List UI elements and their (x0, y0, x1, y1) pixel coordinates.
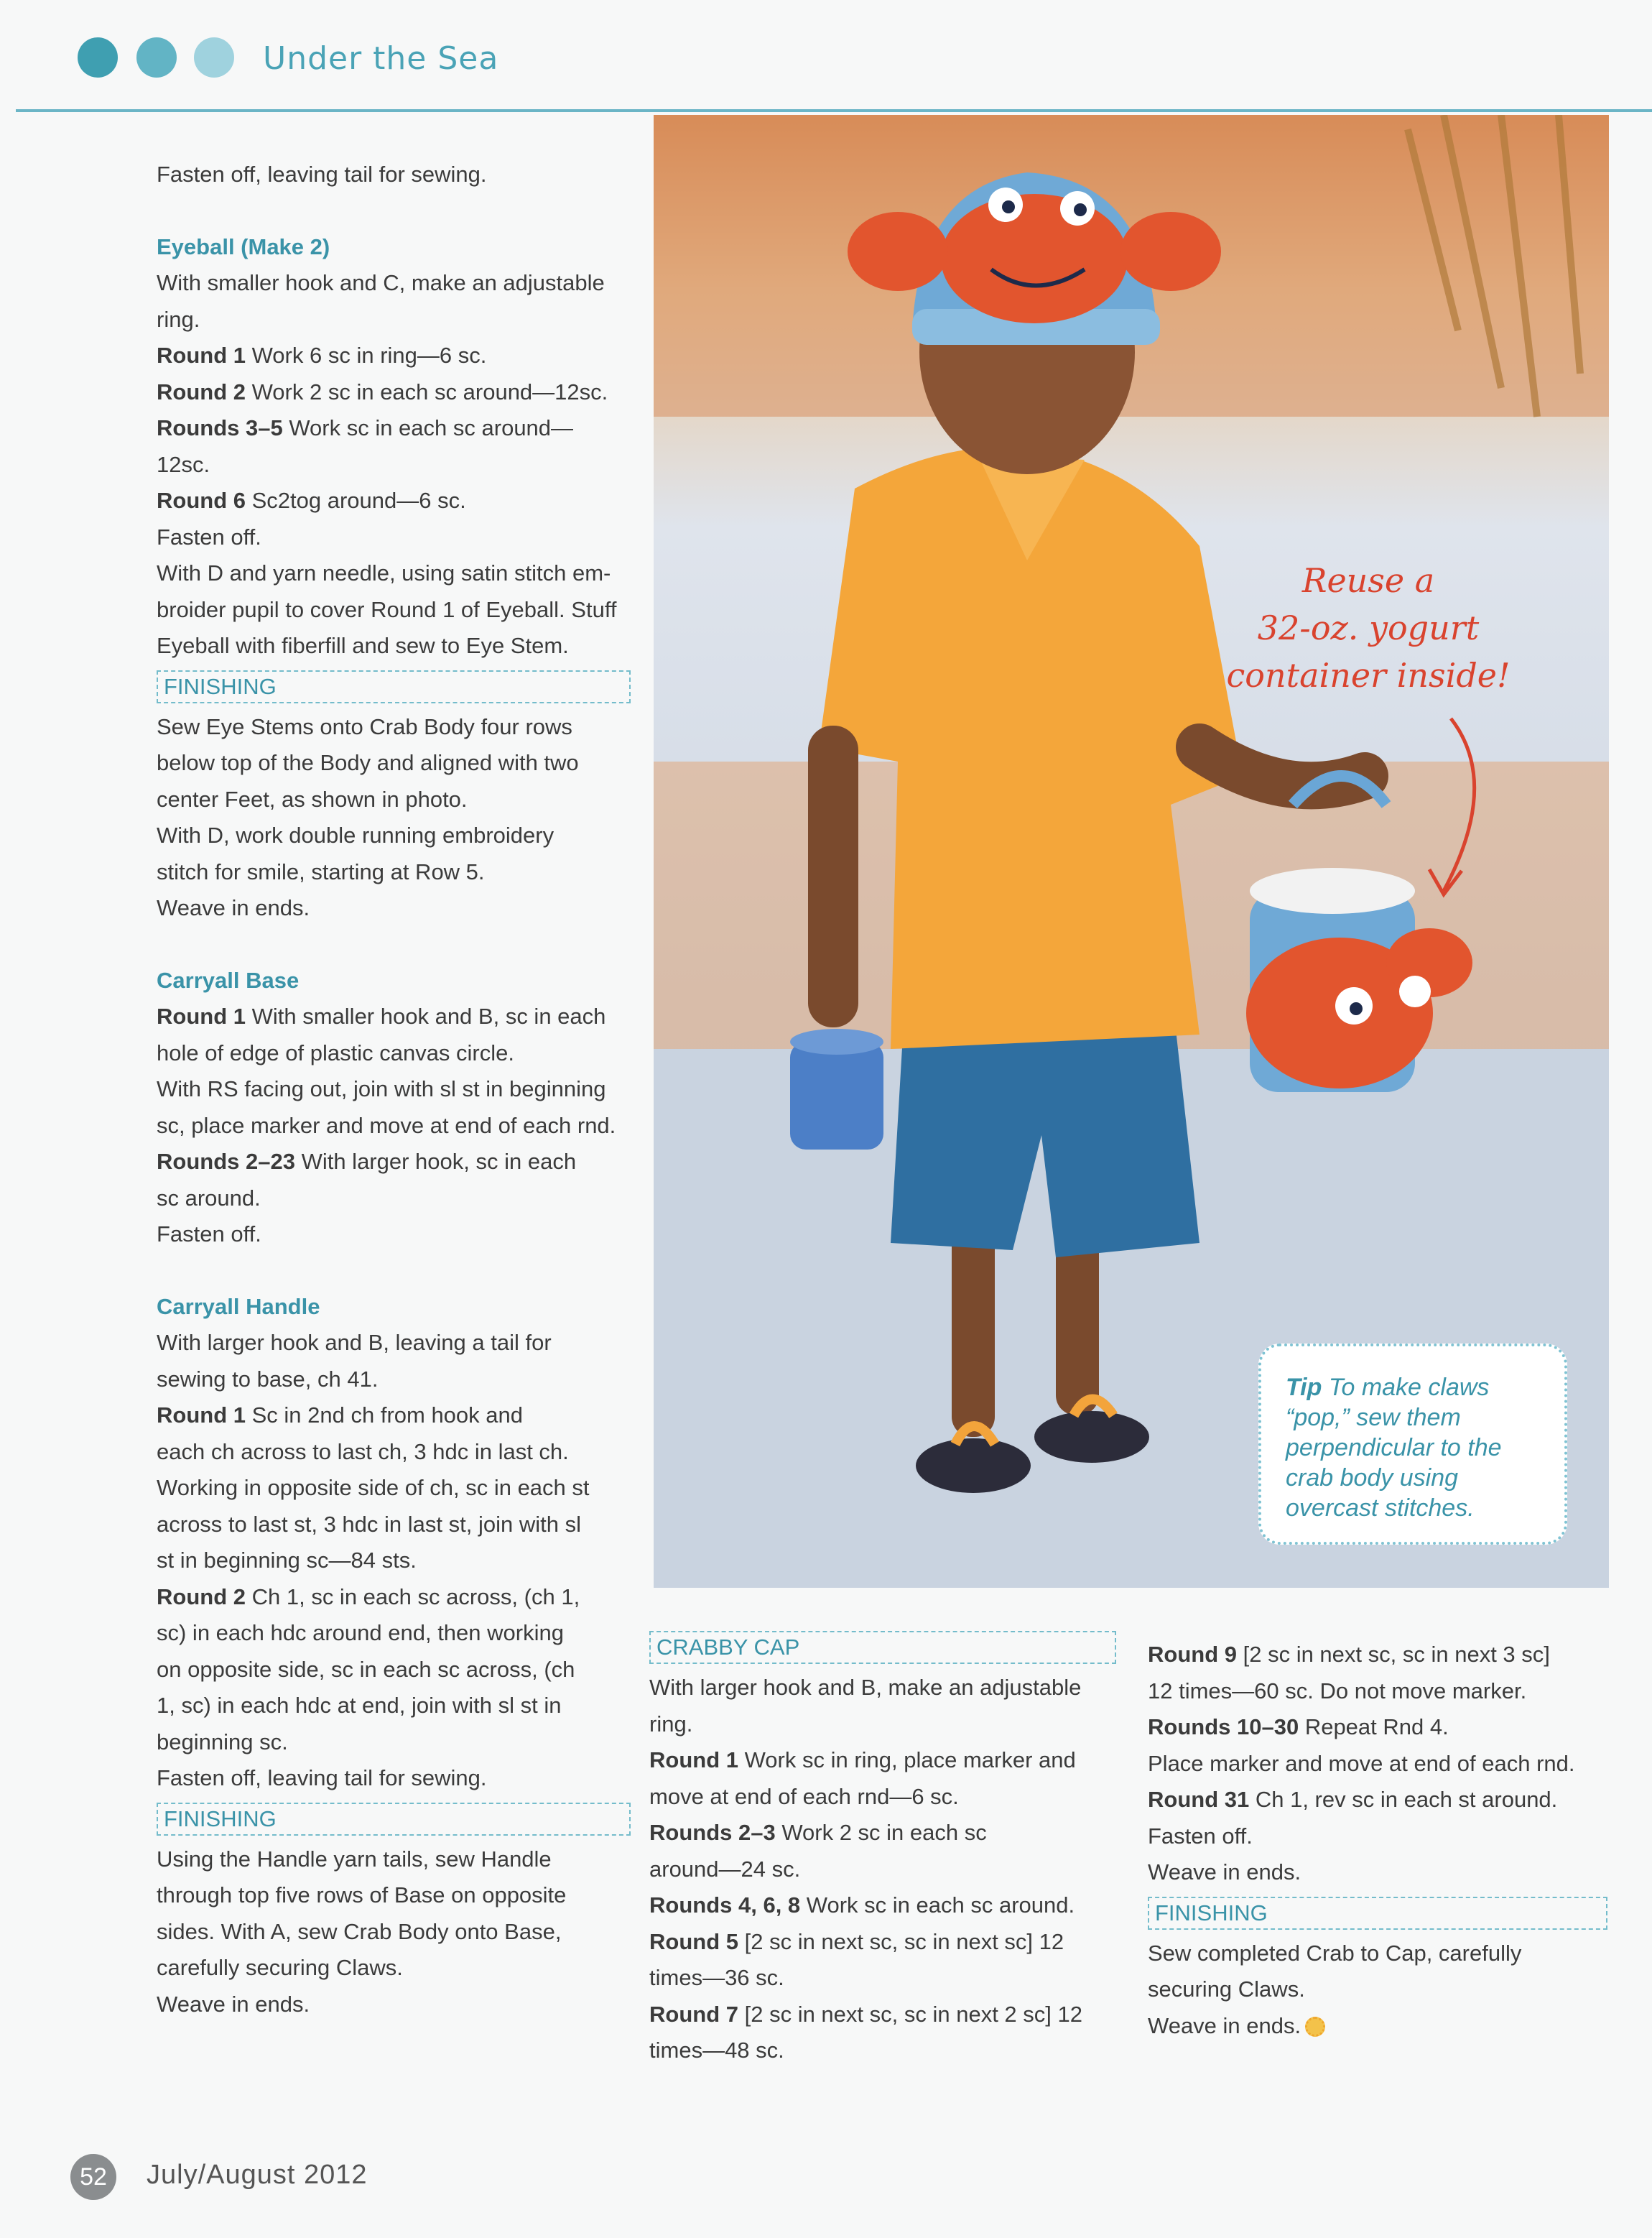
instruction-line: Eyeball with fiberfill and sew to Eye Stem. (157, 633, 569, 658)
instruction-line: Using the Handle yarn tails, sew Handle (157, 1846, 552, 1872)
round-text: Work 6 sc in ring—6 sc. (246, 343, 487, 368)
round-label: Round 1 (649, 1747, 738, 1772)
round-label: Rounds 3–5 (157, 415, 283, 440)
spacer (157, 927, 631, 963)
instruction-text (157, 1615, 631, 1652)
tip-label: Tip (1286, 1374, 1322, 1401)
instruction-line: Fasten off. (157, 1221, 261, 1247)
header-dot-1 (78, 37, 118, 78)
subsection-heading: Carryall Base (157, 967, 300, 993)
instruction-line: With D and yarn needle, using satin stitch em- (157, 560, 611, 586)
instruction-text (157, 1035, 631, 1072)
section-heading: FINISHING (157, 1803, 631, 1836)
instruction-line: sides. With A, sew Crab Body onto Base, (157, 1918, 562, 1944)
instruction-text (157, 302, 631, 338)
instruction-text (157, 1760, 631, 1797)
instruction-round (157, 999, 631, 1035)
instruction-round (157, 483, 631, 519)
instruction-line: With larger hook and B, leaving a tail for (157, 1330, 552, 1355)
section-heading: FINISHING (157, 670, 631, 703)
instruction-line: on opposite side, sc in each sc across, (ch (157, 1656, 575, 1682)
round-text: Sc in 2nd ch from hook and (246, 1402, 524, 1428)
instruction-line: sc around. (157, 1185, 261, 1211)
instruction-text (1148, 1854, 1607, 1891)
instruction-text (157, 1507, 631, 1543)
round-text: Sc2tog around—6 sc. (246, 488, 466, 513)
instruction-line: 1, sc) in each hdc at end, join with sl st in (157, 1693, 562, 1718)
instruction-line: 12sc. (157, 451, 210, 477)
round-text: [2 sc in next sc, sc in next 3 sc] (1237, 1642, 1550, 1667)
round-label: Round 2 (157, 379, 246, 404)
instruction-round (157, 410, 631, 447)
instruction-text (157, 709, 631, 746)
instruction-line: stitch for smile, starting at Row 5. (157, 859, 485, 884)
instruction-text (157, 1987, 631, 2023)
instruction-text (157, 1950, 631, 1987)
instruction-line: st in beginning sc—84 sts. (157, 1548, 417, 1573)
instruction-line: across to last st, 3 hdc in last st, join with sl (157, 1511, 581, 1537)
instruction-line: Fasten off. (157, 524, 261, 550)
round-label: Round 2 (157, 1583, 246, 1609)
instruction-line: Weave in ends. (1148, 1859, 1301, 1885)
round-text: With smaller hook and B, sc in each (246, 1004, 606, 1029)
instruction-text (649, 1960, 1116, 1997)
instruction-text (157, 890, 631, 927)
instruction-line: times—36 sc. (649, 1965, 784, 1990)
instruction-text (157, 1688, 631, 1724)
round-label: Round 5 (649, 1928, 738, 1954)
instruction-text (157, 1914, 631, 1951)
instruction-text (157, 1652, 631, 1688)
right-column (1148, 1637, 1607, 2044)
section-title: Under the Sea (263, 40, 499, 77)
instruction-text (157, 745, 631, 782)
instruction-text (1148, 2008, 1607, 2045)
instruction-text (157, 1877, 631, 1914)
instruction-line: ring. (649, 1711, 693, 1737)
instruction-line: carefully securing Claws. (157, 1955, 403, 1980)
instruction-text (157, 1180, 631, 1217)
instruction-line: move at end of each rnd—6 sc. (649, 1783, 959, 1809)
instruction-text (649, 1851, 1116, 1888)
header-dot-2 (136, 37, 177, 78)
section-heading: FINISHING (1148, 1897, 1607, 1930)
instruction-line: hole of edge of plastic canvas circle. (157, 1040, 514, 1065)
round-text: Work sc in ring, place marker and (738, 1747, 1076, 1772)
instruction-text (157, 628, 631, 665)
spacer (157, 193, 631, 229)
instruction-text (157, 519, 631, 556)
round-label: Round 31 (1148, 1787, 1250, 1812)
round-text: [2 sc in next sc, sc in next 2 sc] 12 (738, 2001, 1082, 2027)
instruction-round (157, 374, 631, 411)
end-mark-icon (1305, 2017, 1325, 2037)
instruction-line: around—24 sc. (649, 1856, 801, 1882)
instruction-text (157, 555, 631, 592)
instruction-round (649, 1815, 1116, 1851)
instruction-text (157, 1108, 631, 1145)
instruction-round (649, 1742, 1116, 1779)
callout-line-3: container inside! (1226, 656, 1511, 695)
instruction-round (1148, 1709, 1607, 1746)
instruction-text (649, 1779, 1116, 1816)
round-text: Work sc in each sc around. (800, 1892, 1075, 1918)
tip-box (1258, 1344, 1567, 1545)
callout-note (1217, 557, 1519, 699)
round-text: Work 2 sc in each sc (775, 1820, 987, 1845)
instruction-text (157, 265, 631, 302)
instruction-round (157, 1144, 631, 1180)
instruction-text (1148, 1746, 1607, 1782)
instruction-text (157, 1434, 631, 1471)
instruction-line: Sew completed Crab to Cap, carefully (1148, 1940, 1522, 1966)
instruction-line: broider pupil to cover Round 1 of Eyeball. Stuff (157, 596, 617, 622)
spacer (157, 1253, 631, 1289)
instruction-round (649, 1924, 1116, 1961)
instruction-line: Weave in ends. (157, 1991, 310, 2017)
instruction-round (157, 1397, 631, 1434)
instruction-round (649, 1887, 1116, 1924)
round-label: Rounds 2–23 (157, 1149, 295, 1174)
instruction-text (649, 1670, 1116, 1706)
instruction-text (157, 1361, 631, 1398)
instruction-line: Fasten off, leaving tail for sewing. (157, 1765, 487, 1790)
round-label: Round 7 (649, 2001, 738, 2027)
instruction-line: beginning sc. (157, 1729, 288, 1754)
round-label: Round 1 (157, 1004, 246, 1029)
instruction-line: Fasten off, leaving tail for sewing. (157, 162, 487, 187)
instruction-text (157, 1325, 631, 1361)
instruction-text (1148, 1936, 1607, 1972)
instruction-line: With smaller hook and C, make an adjustable (157, 270, 605, 295)
instruction-text (157, 1071, 631, 1108)
instruction-text (157, 1216, 631, 1253)
instruction-line: through top five rows of Base on opposite (157, 1882, 567, 1908)
instruction-text (157, 157, 631, 193)
instruction-round (1148, 1782, 1607, 1818)
instruction-line: Sew Eye Stems onto Crab Body four rows (157, 713, 572, 739)
instruction-line: ring. (157, 306, 200, 332)
instruction-line: With RS facing out, join with sl st in beginning (157, 1076, 606, 1101)
instruction-text (157, 782, 631, 818)
instruction-line: Working in opposite side of ch, sc in each st (157, 1475, 590, 1500)
instruction-line: securing Claws. (1148, 1976, 1305, 2002)
instruction-line: sc) in each hdc around end, then working (157, 1620, 564, 1645)
subsection-heading: Carryall Handle (157, 1293, 320, 1319)
instruction-line: With D, work double running embroidery (157, 823, 554, 848)
round-text: Work 2 sc in each sc around—12sc. (246, 379, 608, 404)
instruction-line: Weave in ends. (1148, 2012, 1301, 2038)
round-text: Ch 1, sc in each sc across, (ch 1, (246, 1583, 580, 1609)
round-label: Round 1 (157, 1402, 246, 1428)
instruction-line: Weave in ends. (157, 895, 310, 920)
instruction-round (157, 338, 631, 374)
instruction-text (1148, 1971, 1607, 2008)
instruction-line: each ch across to last ch, 3 hdc in last ch. (157, 1438, 569, 1464)
instruction-text (157, 1841, 631, 1878)
header-rule (16, 109, 1652, 112)
round-label: Rounds 4, 6, 8 (649, 1892, 801, 1918)
instruction-text (157, 592, 631, 629)
instruction-text (1148, 1673, 1607, 1710)
round-text: [2 sc in next sc, sc in next sc] 12 (738, 1928, 1064, 1954)
header-dot-3 (194, 37, 234, 78)
instruction-text (157, 447, 631, 484)
instruction-text (157, 1724, 631, 1761)
instruction-text (157, 818, 631, 854)
round-text: Work sc in each sc around— (282, 415, 574, 440)
instruction-round (1148, 1637, 1607, 1673)
round-label: Rounds 2–3 (649, 1820, 776, 1845)
section-heading: CRABBY CAP (649, 1631, 1116, 1664)
instruction-text (157, 1543, 631, 1579)
instruction-round (157, 1579, 631, 1616)
instruction-line: times—48 sc. (649, 2038, 784, 2063)
round-text: With larger hook, sc in each (294, 1149, 577, 1174)
instruction-line: center Feet, as shown in photo. (157, 786, 468, 812)
round-text: Ch 1, rev sc in each st around. (1249, 1787, 1558, 1812)
middle-column (649, 1625, 1116, 2069)
instruction-line: below top of the Body and aligned with two (157, 750, 579, 775)
callout-line-1: Reuse a (1301, 561, 1435, 600)
instruction-text (1148, 1818, 1607, 1855)
instruction-line: sewing to base, ch 41. (157, 1366, 379, 1392)
round-text: Repeat Rnd 4. (1299, 1714, 1449, 1739)
issue-date: July/August 2012 (147, 2160, 368, 2190)
callout-line-2: 32-oz. yogurt (1257, 609, 1480, 647)
page-header (0, 0, 1652, 115)
round-label: Round 1 (157, 343, 246, 368)
instruction-line: Fasten off. (1148, 1823, 1253, 1849)
instruction-text (649, 1706, 1116, 1743)
instruction-text (157, 1470, 631, 1507)
round-label: Round 6 (157, 488, 246, 513)
round-label: Round 9 (1148, 1642, 1237, 1667)
page-number: 52 (70, 2154, 116, 2200)
left-column (157, 157, 631, 2022)
instruction-line: 12 times—60 sc. Do not move marker. (1148, 1678, 1527, 1703)
instruction-line: With larger hook and B, make an adjustable (649, 1675, 1082, 1700)
instruction-text (157, 854, 631, 891)
instruction-round (649, 1997, 1116, 2033)
tip-text: To make claws “pop,” sew them perpendicular to the crab body using overcast stitches. (1286, 1374, 1502, 1522)
instruction-text (649, 2033, 1116, 2069)
instruction-line: sc, place marker and move at end of each rnd. (157, 1112, 616, 1138)
instruction-line: Place marker and move at end of each rnd. (1148, 1750, 1575, 1776)
round-label: Rounds 10–30 (1148, 1714, 1299, 1739)
subsection-heading: Eyeball (Make 2) (157, 233, 330, 259)
